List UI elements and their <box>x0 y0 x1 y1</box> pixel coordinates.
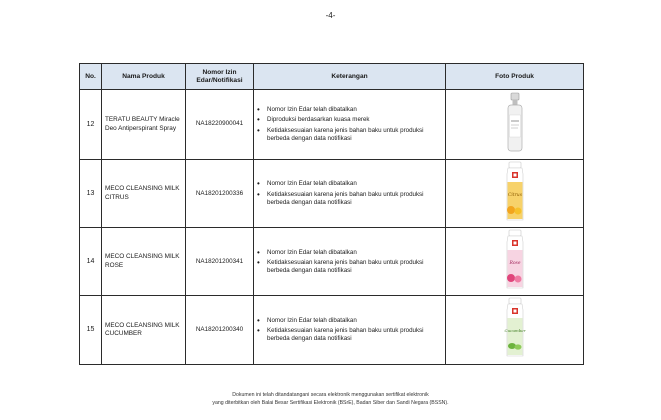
rose-label-text: Rose <box>508 261 521 267</box>
registration-number: NA18201200341 <box>186 228 254 296</box>
rose-bottle-image <box>495 228 535 292</box>
remark-item: • Diproduksi berdasarkan kuasa merek <box>257 116 442 124</box>
footer-line-2: yang diterbitkan oleh Balai Besar Sertifikasi Elektronik (BSrE), Badan Siber dan Sandi Negara (BSSN). <box>212 399 449 406</box>
remarks-list <box>257 106 442 142</box>
photo-cell <box>446 296 584 364</box>
table-row <box>80 296 584 364</box>
remarks-cell <box>254 296 446 364</box>
header-registration-number: Nomor Izin Edar/Notifikasi <box>186 64 254 90</box>
remarks-cell <box>254 90 446 160</box>
row-number: 15 <box>80 296 102 364</box>
citrus-label-text: Citrus <box>507 193 522 198</box>
cucumber-label-text: Cucumber <box>503 328 526 334</box>
remark-item: • Nomor Izin Edar telah dibatalkan <box>257 180 442 188</box>
header-remarks: Keterangan <box>254 64 446 90</box>
product-table <box>79 63 584 365</box>
header-no: No. <box>80 64 102 90</box>
remark-item: • Ketidaksesuaian karena jenis bahan baku untuk produksi berbeda dengan data notifikasi <box>257 127 442 143</box>
remarks-cell <box>254 160 446 228</box>
remark-item: • Nomor Izin Edar telah dibatalkan <box>257 106 442 114</box>
table-row <box>80 90 584 160</box>
registration-number: NA18220900041 <box>186 90 254 160</box>
header-product-photo: Foto Produk <box>446 64 584 90</box>
remark-item: • Nomor Izin Edar telah dibatalkan <box>257 249 442 257</box>
remark-item: • Ketidaksesuaian karena jenis bahan baku untuk produksi berbeda dengan data notifikasi <box>257 259 442 275</box>
cucumber-bottle-image <box>495 296 535 360</box>
photo-cell <box>446 228 584 296</box>
document-footer <box>0 392 661 407</box>
page-number: -4- <box>325 11 336 20</box>
spray-bottle-image <box>495 91 535 155</box>
remark-item: • Nomor Izin Edar telah dibatalkan <box>257 317 442 325</box>
remarks-list <box>257 317 442 343</box>
product-name: MECO CLEANSING MILK CITRUS <box>102 160 186 228</box>
row-number: 14 <box>80 228 102 296</box>
table-row <box>80 228 584 296</box>
row-number: 13 <box>80 160 102 228</box>
product-name: TERATU BEAUTY Miracle Deo Antiperspirant Spray <box>102 90 186 160</box>
remarks-list <box>257 180 442 206</box>
product-name: MECO CLEANSING MILK ROSE <box>102 228 186 296</box>
photo-cell <box>446 160 584 228</box>
registration-number: NA18201200336 <box>186 160 254 228</box>
row-number: 12 <box>80 90 102 160</box>
remark-item: • Ketidaksesuaian karena jenis bahan baku untuk produksi berbeda dengan data notifikasi <box>257 191 442 207</box>
header-product-name: Nama Produk <box>102 64 186 90</box>
photo-cell <box>446 90 584 160</box>
table-row <box>80 160 584 228</box>
product-name: MECO CLEANSING MILK CUCUMBER <box>102 296 186 364</box>
registration-number: NA18201200340 <box>186 296 254 364</box>
citrus-bottle-image <box>495 160 535 224</box>
table-header-row <box>80 64 584 90</box>
footer-line-1: Dokumen ini telah ditandatangani secara elektronik menggunakan sertifikat elektronik <box>232 392 429 398</box>
remark-item: • Ketidaksesuaian karena jenis bahan baku untuk produksi berbeda dengan data notifikasi <box>257 327 442 343</box>
remarks-list <box>257 249 442 275</box>
remarks-cell <box>254 228 446 296</box>
